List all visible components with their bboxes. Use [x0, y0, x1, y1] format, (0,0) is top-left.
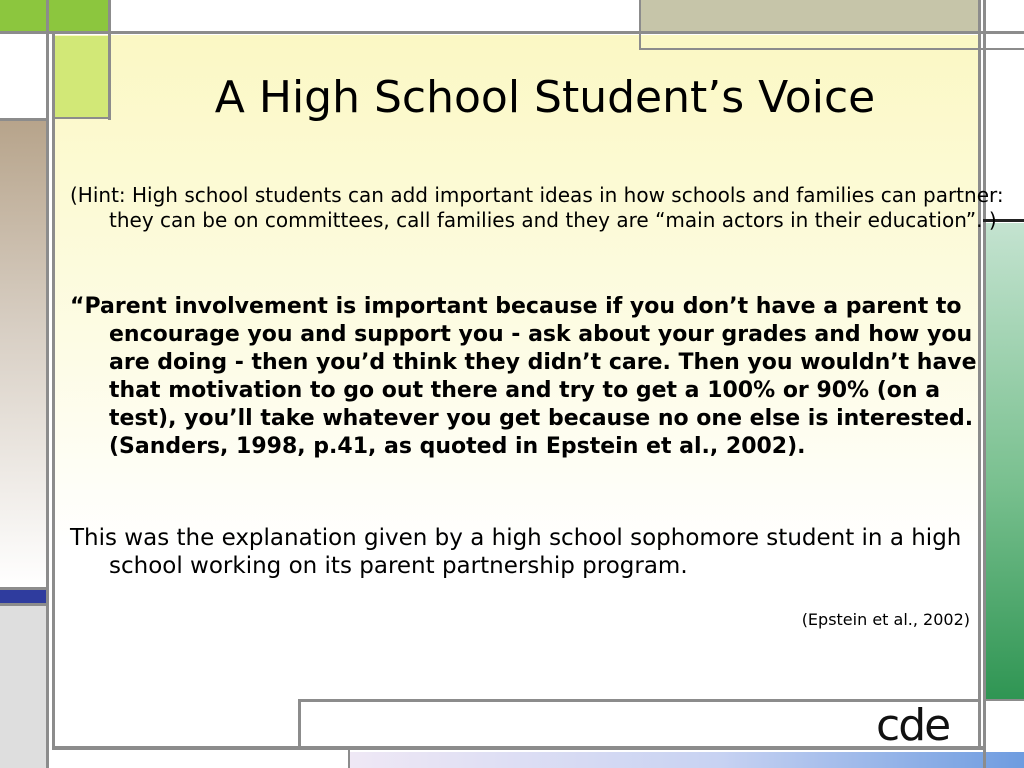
decor-strip-bottom	[350, 752, 1024, 768]
grid-line	[0, 603, 48, 606]
grid-line	[52, 33, 55, 748]
cde-logo	[870, 700, 980, 748]
grid-line	[639, 0, 641, 50]
grid-line	[348, 750, 350, 768]
decor-bar-left-gray	[0, 606, 46, 768]
quote-paragraph: “Parent involvement is important because if you don’t have a parent to encourage you and support you - ask about your grades and how you are doing - then you’d think they didn’t care. Then you wouldn’t have that motivation to go out there and try to get a 100% or 90% (on a test), you’ll take whatever you get because no one else is interested. (Sanders, 1998, p.41, as quoted in Epstein et al., 2002).	[70, 294, 977, 459]
grid-line	[639, 48, 1024, 50]
explanation-paragraph: This was the explanation given by a high school sophomore student in a high school working on its parent partnership program.	[70, 525, 962, 579]
grid-line	[0, 118, 48, 121]
grid-line	[52, 746, 984, 750]
grid-line	[983, 699, 1024, 701]
decor-bar-left-blue	[0, 590, 46, 604]
decor-block-top-right	[641, 0, 978, 33]
grid-line	[46, 0, 49, 768]
grid-line	[0, 31, 1024, 34]
citation: (Epstein et al., 2002)	[801, 610, 970, 629]
decor-square-left	[54, 36, 110, 118]
grid-line	[298, 699, 301, 749]
grid-line	[0, 587, 48, 590]
slide-title: A High School Student’s Voice	[214, 72, 876, 123]
decor-bar-left-tan	[0, 121, 46, 587]
hint-paragraph: (Hint: High school students can add important ideas in how schools and families can partner: they can be on committees, call families and they are “main actors in their education”. )	[70, 183, 1004, 232]
decor-block-top-left	[0, 0, 110, 31]
grid-line	[52, 117, 110, 119]
cde-logo-text: cde	[876, 700, 950, 748]
